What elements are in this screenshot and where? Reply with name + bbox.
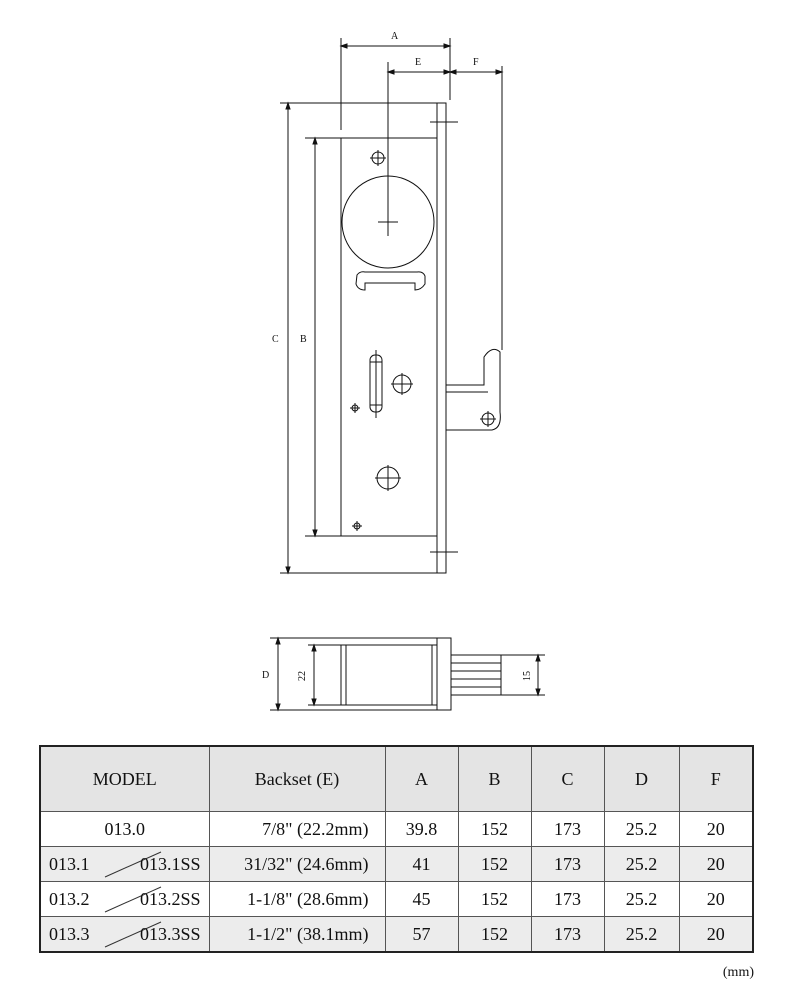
- cell-f: 20: [679, 917, 753, 953]
- header-d: D: [604, 746, 679, 812]
- bottom-screw-icon: [352, 521, 362, 531]
- model-std: 013.2: [49, 889, 90, 909]
- cell-d: 25.2: [604, 847, 679, 882]
- cell-c: 173: [531, 917, 604, 953]
- header-b: B: [458, 746, 531, 812]
- header-backset: Backset (E): [209, 746, 385, 812]
- header-f: F: [679, 746, 753, 812]
- dim-label-22: 22: [297, 671, 308, 681]
- model-std: 013.1: [49, 854, 90, 874]
- cell-c: 173: [531, 812, 604, 847]
- handle-slot: [356, 272, 425, 290]
- cell-a: 45: [385, 882, 458, 917]
- bolt-screw-icon: [480, 411, 496, 427]
- hook-bolt: [446, 349, 500, 430]
- lock-case-outline: [341, 138, 437, 536]
- header-c: C: [531, 746, 604, 812]
- cell-b: 152: [458, 882, 531, 917]
- dim-label-15: 15: [522, 671, 533, 681]
- cell-c: 173: [531, 847, 604, 882]
- dim-label-a: A: [391, 31, 399, 42]
- dim-label-b: B: [300, 334, 307, 345]
- model-ss: 013.1SS: [139, 854, 201, 874]
- cell-d: 25.2: [604, 812, 679, 847]
- cell-b: 152: [458, 812, 531, 847]
- model-ss: 013.2SS: [139, 889, 201, 909]
- backset-cell: 31/32" (24.6mm): [209, 847, 385, 882]
- table-row: [40, 812, 753, 847]
- spec-table: [39, 745, 754, 953]
- cell-a: 39.8: [385, 812, 458, 847]
- spindle-hole-icon: [391, 373, 413, 395]
- header-a: A: [385, 746, 458, 812]
- faceplate: [437, 103, 446, 573]
- cell-c: 173: [531, 882, 604, 917]
- cell-a: 57: [385, 917, 458, 953]
- latch-slot: [370, 350, 382, 418]
- backset-cell: 1-1/8" (28.6mm): [209, 882, 385, 917]
- cell-d: 25.2: [604, 882, 679, 917]
- side-view-case: [341, 645, 437, 705]
- dim-label-d: D: [262, 670, 270, 681]
- cell-f: 20: [679, 847, 753, 882]
- side-view-bolt: [451, 655, 501, 695]
- table-header-row: [40, 746, 753, 812]
- model-cell: [40, 847, 209, 882]
- table-row: [40, 847, 753, 882]
- small-screw-icon: [350, 403, 360, 413]
- dim-label-f: F: [473, 57, 479, 68]
- cell-f: 20: [679, 882, 753, 917]
- cell-d: 25.2: [604, 917, 679, 953]
- cell-a: 41: [385, 847, 458, 882]
- table-row: [40, 882, 753, 917]
- model-ss: 013.3SS: [139, 924, 201, 944]
- unit-label: (mm): [722, 965, 754, 980]
- screw-hole-icon: [370, 150, 386, 166]
- cell-b: 152: [458, 847, 531, 882]
- header-model: MODEL: [40, 746, 209, 812]
- model-std: 013.3: [49, 924, 90, 944]
- model-cell: [40, 882, 209, 917]
- model-cell: [40, 917, 209, 953]
- lower-hole-icon: [375, 465, 401, 491]
- table-row: [40, 917, 753, 953]
- cell-f: 20: [679, 812, 753, 847]
- side-view-faceplate: [437, 638, 451, 710]
- backset-cell: 7/8" (22.2mm): [209, 812, 385, 847]
- model-cell: 013.0: [40, 812, 209, 847]
- dim-label-e: E: [415, 57, 422, 68]
- dim-label-c: C: [272, 334, 279, 345]
- cell-b: 152: [458, 917, 531, 953]
- backset-cell: 1-1/2" (38.1mm): [209, 917, 385, 953]
